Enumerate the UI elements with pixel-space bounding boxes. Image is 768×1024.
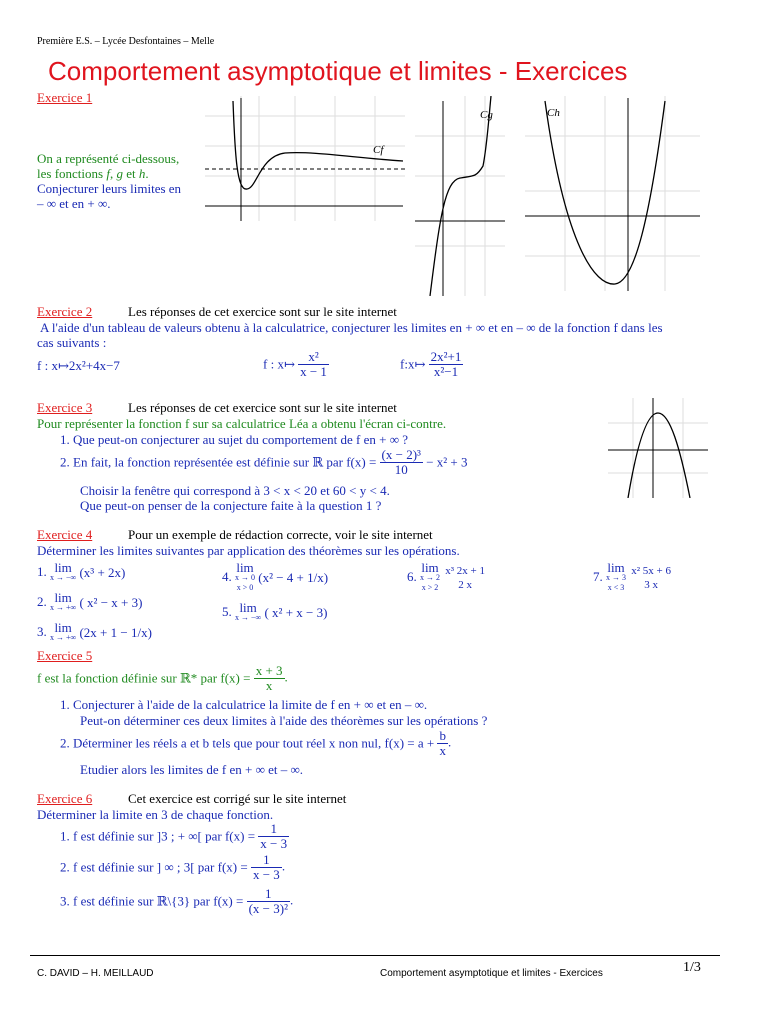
ex4-item3: 3. lim x → +∞ (2x + 1 − 1/x) bbox=[37, 620, 152, 642]
graph-f bbox=[205, 96, 405, 221]
ex3-q2c: Que peut-on penser de la conjecture faite à la question 1 ? bbox=[80, 498, 382, 513]
ex3-q2: 2. En fait, la fonction représentée est définie sur ℝ par f(x) = $\frac{\text{(x − 2)³}}{10}$ − x² + 3 bbox=[60, 447, 468, 477]
ex6-q3: 3. f est définie sur ℝ\{3} par f(x) = $\frac{1}{\text{(x − 3)²}}$ . bbox=[60, 886, 294, 916]
ex3-label: Exercice 3 bbox=[37, 400, 93, 415]
ex6-line1: Déterminer la limite en 3 de chaque fonction. bbox=[37, 807, 274, 822]
ex2-line1: A l'aide d'un tableau de valeurs obtenu à la calculatrice, conjecturer les limites en + ∞ et en – ∞ de la fonction f dans les bbox=[40, 320, 663, 335]
ex6-label: Exercice 6 bbox=[37, 791, 93, 806]
ex3-intro: Les réponses de cet exercice sont sur le site internet bbox=[128, 400, 397, 415]
curve-f-label: Cf bbox=[373, 144, 384, 156]
curve-g-label: Cg bbox=[480, 109, 493, 121]
ex2-intro: Les réponses de cet exercice sont sur le site internet bbox=[128, 304, 397, 319]
ex4-line1: Déterminer les limites suivantes par application des théorèmes sur les opérations. bbox=[37, 543, 460, 558]
ex4-item2: 2. lim x → +∞ ( x² − x + 3) bbox=[37, 590, 143, 612]
ex1-label: Exercice 1 bbox=[37, 90, 93, 105]
ex6-q1: 1. f est définie sur ]3 ; + ∞[ par f(x) = $\frac{1}{x - 3}$ bbox=[60, 821, 288, 851]
ex3-line1: Pour représenter la fonction f sur sa calculatrice Léa a obtenu l'écran ci-contre. bbox=[37, 416, 447, 431]
ex2-f3: f:x↦ $\frac{\text{2x²+1}}{\text{x²−1}}$ bbox=[400, 349, 462, 379]
ex1-text2: les fonctions f, g et h. bbox=[37, 166, 149, 181]
ex2-f1: f : x↦2x²+4x−7 bbox=[37, 358, 120, 373]
ex5-q2b: Etudier alors les limites de f en + ∞ et – ∞. bbox=[80, 762, 303, 777]
ex5-q2: 2. Déterminer les réels a et b tels que pour tout réel x non nul, f(x) = a + $\frac{b}{x}$ . bbox=[60, 728, 452, 758]
ex5-line1: f est la fonction définie sur ℝ* par f(x) = $\frac{x + 3}{x}$ . bbox=[37, 663, 288, 693]
calculator-screen-graph bbox=[608, 398, 708, 498]
ex2-f2: f : x↦ $\frac{\text{x²}}{x - 1}$ bbox=[263, 349, 327, 379]
ex3-q2b: Choisir la fenêtre qui correspond à 3 < x < 20 et 60 < y < 4. bbox=[80, 483, 390, 498]
ex1-text1: On a représenté ci-dessous, bbox=[37, 151, 180, 166]
ex6-q2: 2. f est définie sur ] ∞ ; 3[ par f(x) = $\frac{1}{x - 3}$ . bbox=[60, 852, 286, 882]
ex4-item4: 4. lim x → 0 x > 0 (x² − 4 + 1/x) bbox=[222, 560, 329, 592]
ex1-text3: Conjecturer leurs limites en bbox=[37, 181, 182, 196]
ex5-q1b: Peut-on déterminer ces deux limites à l'aide des théorèmes sur les opérations ? bbox=[80, 713, 488, 728]
ex6-intro: Cet exercice est corrigé sur le site internet bbox=[128, 791, 347, 806]
ex4-label: Exercice 4 bbox=[37, 527, 93, 542]
ex4-item5: 5. lim x → −∞ ( x² + x − 3) bbox=[222, 600, 328, 622]
graph-g bbox=[415, 96, 505, 296]
ex4-item7: 7. lim x → 3 x < 3 x² 5x + 6 3 x bbox=[593, 560, 672, 592]
ex5-q1: 1. Conjecturer à l'aide de la calculatrice la limite de f en + ∞ et en – ∞. bbox=[60, 697, 428, 712]
ex5-label: Exercice 5 bbox=[37, 648, 93, 663]
graph-h bbox=[525, 96, 700, 291]
ex1-text4: – ∞ et en + ∞. bbox=[37, 196, 111, 211]
ex3-q1: 1. Que peut-on conjecturer au sujet du comportement de f en + ∞ ? bbox=[60, 432, 408, 447]
ex2-line2: cas suivants : bbox=[37, 335, 107, 350]
page-number: 1/3 bbox=[683, 960, 701, 975]
ex4-item1: 1. lim x → −∞ (x³ + 2x) bbox=[37, 560, 126, 582]
footer-rule bbox=[30, 955, 720, 956]
page-title: Comportement asymptotique et limites - Exercices bbox=[48, 56, 628, 86]
ex4-item6: 6. lim x → 2 x > 2 x³ 2x + 1 2 x bbox=[407, 560, 486, 592]
curve-h-label: Ch bbox=[547, 107, 560, 119]
ex4-intro: Pour un exemple de rédaction correcte, voir le site internet bbox=[128, 527, 433, 542]
page-header: Première E.S. – Lycée Desfontaines – Melle bbox=[37, 36, 215, 47]
ex2-label: Exercice 2 bbox=[37, 304, 93, 319]
footer-doc-title: Comportement asymptotique et limites - Exercices bbox=[380, 968, 603, 979]
footer-authors: C. DAVID – H. MEILLAUD bbox=[37, 968, 154, 979]
